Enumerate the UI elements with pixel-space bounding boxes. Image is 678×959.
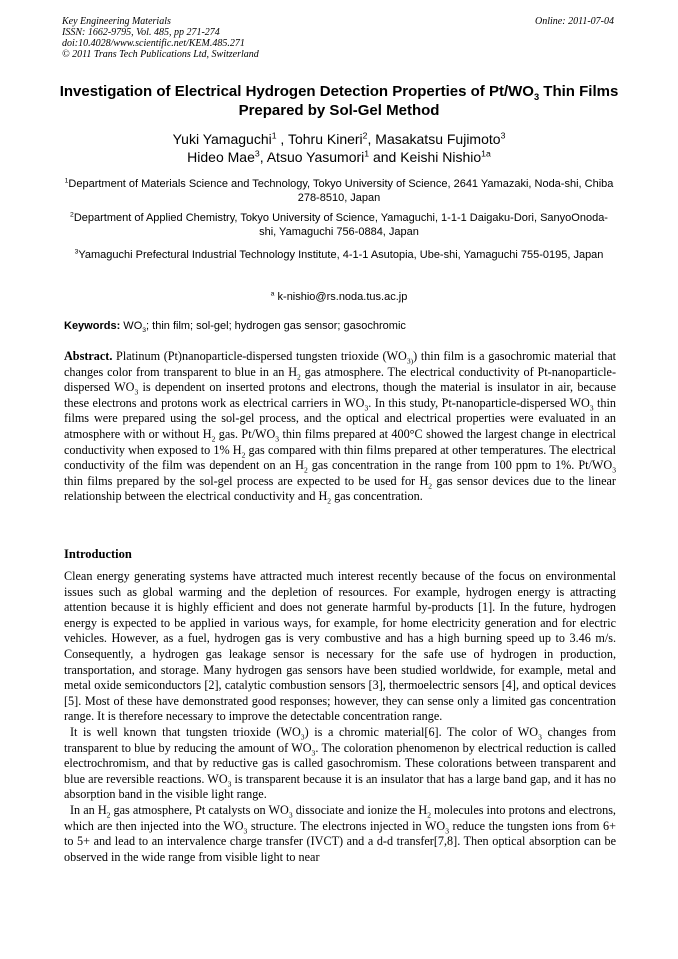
keywords: Keywords: $WO_3$; thin film; sol-gel; hydrogen gas sensor; gasochromic xyxy=(64,320,406,335)
online-date: Online: 2011-07-04 xyxy=(535,16,614,27)
intro-paragraph-3: In an $H_2$ gas atmosphere, Pt catalysts on $WO_3$ dissociate and ionize the $H_2$ molecules into protons and electrons, which are then injected into the $WO_3$ structure. The electrons injected in $WO_3$ reduce the tungsten ions from 6+ to 5+ and lead to an intervalence charge transfer (IVCT) and a d-d transfer[7,8]. Then optical absorption can be observed in the wide range from visible light to near xyxy=(64,802,617,864)
abstract-label: Abstract. xyxy=(64,349,113,363)
introduction-heading: Introduction xyxy=(64,547,132,561)
corresponding-email: $^a$ k-nishio@rs.noda.tus.ac.jp xyxy=(270,290,408,303)
affiliation-1: $^1$Department of Materials Science and Technology, Tokyo University of Science, 2641 Yamazaki, Noda-shi, Chiba 278-8510, Japan xyxy=(64,177,614,204)
issn-line: ISSN: 1662-9795, Vol. 485, pp 271-274 xyxy=(62,27,220,38)
author-name: Keishi Nishio xyxy=(400,149,482,165)
author-name: Hideo Mae xyxy=(187,149,255,165)
author-name: Atsuo Yasumori xyxy=(266,149,365,165)
abstract: Abstract. Platinum (Pt)nanoparticle-dispersed tungsten trioxide $(WO_{3)})$ thin film is a gasochromic material that changes color from transparent to blue in an $H_2$ gas atmosphere. The electrical conductivity of Pt-nanoparticle-dispersed $WO_3$ is dependent on inserted protons and electrons, though the material is insulator in air, because these electrons and protons work as electrical carriers in $WO_3$. In this study, Pt-nanoparticle-dispersed $WO_3$ thin films were prepared using the sol-gel process, and the optical and electrical properties were evaluated in an atmosphere with or without $H_2$ gas. $Pt/WO_3$ thin films prepared at 400°C showed the largest change in electrical conductivity when exposed to 1% $H_2$ gas compared with thin films prepared at other temperatures. The electrical conductivity of the film was dependent on an $H_2$ gas concentration in the range from 100 ppm to 1%. $Pt/WO_3$ thin films prepared by the sol-gel process are expected to be used for $H_2$ gas sensor devices due to the linear relationship between the electrical conductivity and $H_2$ gas concentration. xyxy=(64,349,617,506)
keywords-label: Keywords: xyxy=(64,320,121,332)
doi-line: doi:10.4028/www.scientific.net/KEM.485.271 xyxy=(62,38,245,49)
author-name: Yuki Yamaguchi xyxy=(172,131,272,147)
intro-paragraph-2: It is well known that tungsten trioxide $(WO_3)$ is a chromic material[6]. The color of $WO_3$ changes from transparent to blue by reducing the amount of $WO_3$. The coloration phenomenon by electrical reduction is called electrochromism, and that by reductive gas is called gasochromism. These colorations between transparent and blue are reversible reactions. $WO_3$ is transparent because it is an insulator that has a large band gap, and it has no absorption band in the visible light range. xyxy=(64,724,616,802)
author-name: Tohru Kineri xyxy=(287,131,363,147)
author-list: Yuki Yamaguchi$^1$ , Tohru Kineri$^2$, Masakatsu Fujimoto$^3$ Hideo Mae$^3$, Atsuo Yasumori$^1$ and Keishi Nishio$^{1a}$ xyxy=(172,130,506,165)
paper-title: Investigation of Electrical Hydrogen Detection Properties of $Pt/WO_3$ Thin Films Prepared by Sol-Gel Method xyxy=(59,83,619,119)
intro-paragraph-1: Clean energy generating systems have attracted much interest recently because of the focus on environmental issues such as global warming and the depletion of resources. For example, hydrogen energy is attracting attention because it is highly efficient and does not generate harmful by-products [1]. In the future, hydrogen energy is expected to be applied in various ways, for example, for home electricity generation and for electric vehicles. However, as a fuel, hydrogen gas is very combustive and has a high burning speed up to 3.46 m/s. Consequently, a hydrogen gas leakage sensor is necessary for the safe use of hydrogen in production, transportation, and storage. Many hydrogen gas sensors have been studied worldwide, for example, metal and metal oxide semiconductors [2], catalytic combustion sensors [3], thermoelectric sensors [4], and optical devices [5]. Most of these have demonstrated good responses; however, they can sense only a limited gas concentration range. It is therefore necessary to improve the detectable concentration range. xyxy=(64,569,616,724)
affiliation-2: $^2$Department of Applied Chemistry, Tokyo University of Science, Yamaguchi, 1-1-1 Daigaku-Dori, SanyoOnoda-shi, Yamaguchi 756-0884, Japan xyxy=(70,211,608,238)
copyright-line: © 2011 Trans Tech Publications Ltd, Switzerland xyxy=(62,49,259,60)
journal-header xyxy=(62,16,259,60)
introduction-body xyxy=(64,569,616,865)
journal-name: Key Engineering Materials xyxy=(62,16,171,27)
affiliation-3: $^3$Yamaguchi Prefectural Industrial Technology Institute, 4-1-1 Asutopia, Ube-shi, Yamaguchi 755-0195, Japan xyxy=(74,248,604,261)
author-name: Masakatsu Fujimoto xyxy=(375,131,501,147)
